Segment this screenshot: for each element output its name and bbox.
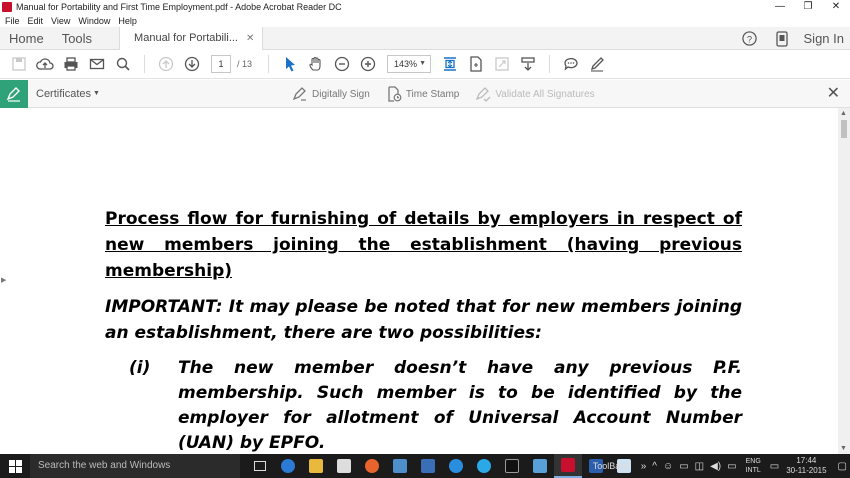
list-item-number: (i) [129,358,151,378]
certificates-menu[interactable]: Certificates [36,87,92,100]
close-tab-icon[interactable]: ✕ [245,32,255,44]
toolbar-divider [144,55,145,73]
zoom-in-icon[interactable] [358,54,378,74]
save-icon[interactable] [9,54,29,74]
pen-sign-icon [292,86,308,102]
previous-page-icon[interactable] [156,54,176,74]
volume-icon[interactable]: ◀) [710,460,722,472]
chevron-down-icon: ▼ [93,90,100,97]
tab-document-label: Manual for Portabili... [134,31,238,44]
network-tray-icon[interactable]: ◫ [694,460,705,472]
menu-help[interactable]: Help [118,15,137,26]
acrobat-taskbar-icon[interactable] [554,454,582,478]
windows-taskbar [0,454,850,478]
command-prompt-icon[interactable] [498,454,526,478]
digitally-sign-button[interactable] [292,86,370,102]
toolbars-label[interactable]: ToolBars [592,461,628,471]
validate-signatures-button[interactable] [475,86,594,102]
print-icon[interactable] [61,54,81,74]
remote-app-icon[interactable] [414,454,442,478]
zoom-select[interactable] [387,55,431,73]
list-item-text: The new member doesn’t have any previous P.F. membership. Such member is to be identified by the employer for allotment of Universal Account Number (UAN) by EPFO. [178,358,742,453]
comment-icon[interactable] [561,54,581,74]
taskbar-search-placeholder: Search the web and Windows [38,460,171,471]
toolbar-divider [268,55,269,73]
zoom-out-icon[interactable] [332,54,352,74]
email-icon[interactable] [87,54,107,74]
toolbar-divider [549,55,550,73]
certificates-bar [0,80,850,108]
lang-primary: ENG [745,458,761,465]
clock[interactable] [786,456,826,476]
file-explorer-icon[interactable] [302,454,330,478]
pen-check-icon [475,86,491,102]
full-screen-icon[interactable] [492,54,512,74]
page-number-input[interactable]: 1 [211,55,231,73]
edge-icon[interactable] [274,454,302,478]
select-cursor-icon[interactable] [280,54,300,74]
document-viewport[interactable] [0,108,838,454]
window-controls [766,0,850,14]
chevron-right-icon[interactable]: » [640,460,647,472]
hand-tool-icon[interactable] [306,54,326,74]
tab-home[interactable]: Home [9,30,44,46]
keyboard-icon[interactable]: ▭ [769,460,780,472]
digitally-sign-label: Digitally Sign [312,88,370,100]
menu-bar [0,14,850,27]
next-page-icon[interactable] [182,54,202,74]
scroll-up-icon[interactable]: ▲ [840,110,847,117]
menu-view[interactable]: View [51,15,71,26]
close-window-button[interactable]: ✕ [831,1,841,12]
validate-signatures-label: Validate All Signatures [495,88,595,100]
tab-tools[interactable]: Tools [61,30,93,46]
chevron-down-icon: ▼ [419,60,427,67]
help-icon[interactable] [742,31,758,47]
upload-cloud-icon[interactable] [35,54,55,74]
clock-time: 17:44 [796,456,817,465]
scroll-thumb[interactable] [841,120,847,138]
windows-logo-icon [9,460,22,473]
time-stamp-button[interactable] [386,86,460,102]
page-total: / 13 [237,59,253,69]
taskbar-search-box[interactable] [30,454,240,478]
tab-bar [0,27,850,50]
desktop-app-icon[interactable] [526,454,554,478]
folder-tray-icon[interactable]: ▭ [679,460,689,472]
window-title: Manual for Portability and First Time Employment.pdf - Adobe Acrobat Reader DC [16,2,342,12]
certificate-tool-icon [0,80,28,108]
list-item [105,356,742,454]
scroll-down-icon[interactable]: ▼ [840,445,847,452]
vertical-scrollbar[interactable] [838,108,850,454]
page-view-icon[interactable] [466,54,486,74]
fit-page-icon[interactable] [440,54,460,74]
pdf-page [105,206,742,454]
page-heading: Process flow for furnishing of details by employers in respect of new members joining the establishment (having previous membership) [105,209,742,281]
system-tray [593,454,850,478]
close-icon[interactable]: ✕ [826,85,840,102]
svg-text:?: ? [746,34,753,45]
acrobat-icon [2,2,12,12]
scroll-mode-icon[interactable] [518,54,538,74]
search-icon[interactable] [113,54,133,74]
important-note: IMPORTANT: It may please be noted that for new members joining an establishment, there are two possibilities: [105,297,742,343]
menu-file[interactable]: File [5,15,20,26]
main-toolbar [0,50,850,79]
mobile-link-icon[interactable] [774,31,790,47]
people-icon[interactable]: ☺ [662,460,674,472]
chevron-up-icon[interactable]: ^ [652,460,657,472]
notifications-icon[interactable]: ▢ [837,460,847,472]
language-indicator[interactable] [746,457,761,475]
menu-edit[interactable]: Edit [27,15,44,26]
skype-icon[interactable] [470,454,498,478]
battery-icon[interactable]: ▭ [727,460,737,472]
network-app-icon[interactable] [386,454,414,478]
document-clock-icon [386,86,402,102]
restore-button[interactable]: ❐ [803,1,813,12]
time-stamp-label: Time Stamp [405,88,460,100]
menu-window[interactable]: Window [78,15,111,26]
expand-left-panel-icon[interactable]: ▶ [1,277,7,284]
sign-in-button[interactable]: Sign In [803,31,844,46]
sign-pen-icon[interactable] [587,54,607,74]
title-bar [0,0,850,14]
firefox-icon[interactable] [358,454,386,478]
internet-explorer-icon[interactable] [442,454,470,478]
zoom-value: 143% [394,59,418,69]
task-view-icon[interactable] [246,454,274,478]
store-icon[interactable] [330,454,358,478]
taskbar-apps [246,454,638,478]
minimize-button[interactable]: — [775,1,785,12]
tab-document[interactable] [119,27,263,50]
clock-date: 30-11-2015 [786,466,827,475]
lang-secondary: INTL [745,467,761,474]
start-button[interactable] [0,454,30,478]
